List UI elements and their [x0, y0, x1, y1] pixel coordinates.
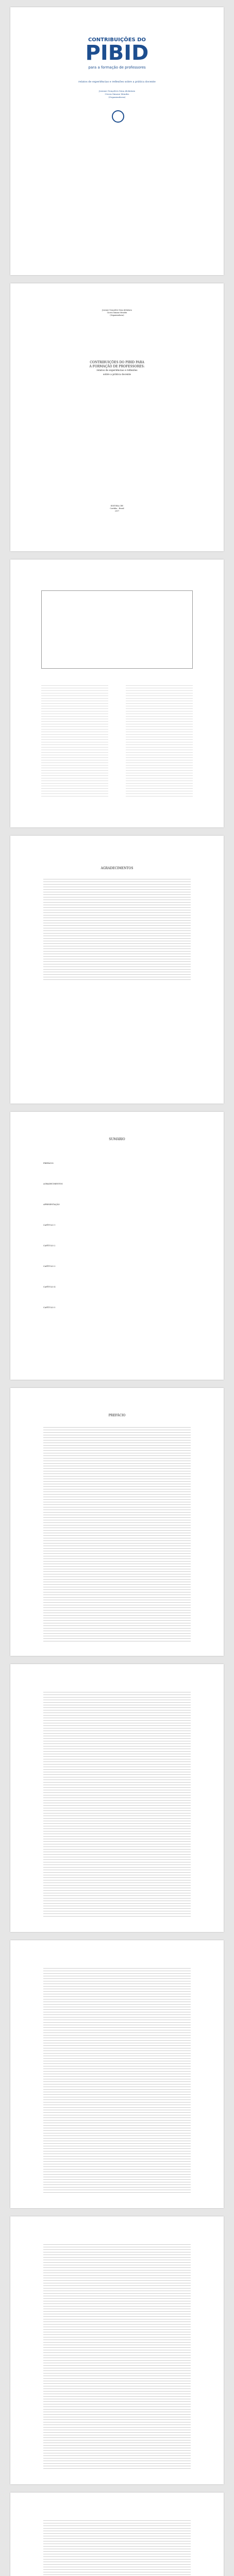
cover-tagline: para a formação de professores — [88, 65, 146, 70]
cover-title: PIBID — [85, 41, 149, 65]
toc-item[interactable]: APRESENTAÇÃO — [43, 1204, 60, 1206]
content-page — [10, 2216, 224, 2484]
cover-page — [10, 7, 224, 275]
title-page-names: Joseane Gonçalves Sena Alcântara Cícera Simone Mendes (Organizadoras) — [102, 309, 132, 316]
page-text — [43, 2518, 191, 2576]
toc-page — [10, 1112, 224, 1380]
publisher-logo-icon — [112, 110, 124, 123]
title-page — [10, 283, 224, 551]
preface-heading: PREFÁCIO — [108, 1414, 126, 1417]
organizer-name: Joseane Gonçalves Sena Alcântara — [98, 90, 136, 92]
cover-pre-title: CONTRIBUIÇÕES DO — [88, 37, 146, 43]
editorial-board-right — [126, 683, 193, 796]
catalog-page — [10, 560, 224, 827]
editorial-board-left — [41, 683, 108, 796]
acknowledgements-heading: AGRADECIMENTOS — [101, 867, 133, 870]
content-page — [10, 1940, 224, 2208]
catalog-box — [41, 590, 193, 669]
content-page — [10, 2493, 224, 2576]
page-text — [43, 1690, 191, 1917]
toc-item[interactable]: CAPÍTULO 5 — [43, 1307, 56, 1309]
organizer-role: (Organizadoras) — [108, 96, 126, 98]
organizer-name: Cícera Simone Mendes — [105, 93, 129, 95]
toc-item[interactable]: CAPÍTULO 1 — [43, 1224, 56, 1226]
page-text — [43, 2242, 191, 2469]
content-page — [10, 1664, 224, 1932]
cover-organizers — [10, 90, 224, 99]
cover-subtitle: relatos de experiências e reflexões sobre a prática docente — [78, 80, 156, 83]
toc-list — [43, 1153, 191, 1318]
preface-page — [10, 1388, 224, 1656]
toc-item[interactable]: CAPÍTULO 3 — [43, 1265, 56, 1267]
toc-heading: SUMÁRIO — [109, 1138, 125, 1141]
title-page-title: CONTRIBUIÇÕES DO PIBID PARA A FORMAÇÃO DE PROFESSORES: relatos de experiências e reflexões sobre a prática docente — [89, 361, 145, 376]
toc-item[interactable]: CAPÍTULO 2 — [43, 1245, 56, 1247]
toc-item[interactable]: AGRADECIMENTOS — [43, 1183, 63, 1185]
preface-text — [43, 1425, 191, 1641]
page-text — [43, 1966, 191, 2193]
toc-item[interactable]: PREFÁCIO — [43, 1162, 54, 1164]
toc-item[interactable]: CAPÍTULO 4 — [43, 1286, 56, 1288]
acknowledgements-text — [43, 877, 191, 980]
acknowledgements-page — [10, 836, 224, 1104]
title-page-publisher: EDITORA CRV Curitiba – Brasil 2017 — [110, 505, 124, 512]
